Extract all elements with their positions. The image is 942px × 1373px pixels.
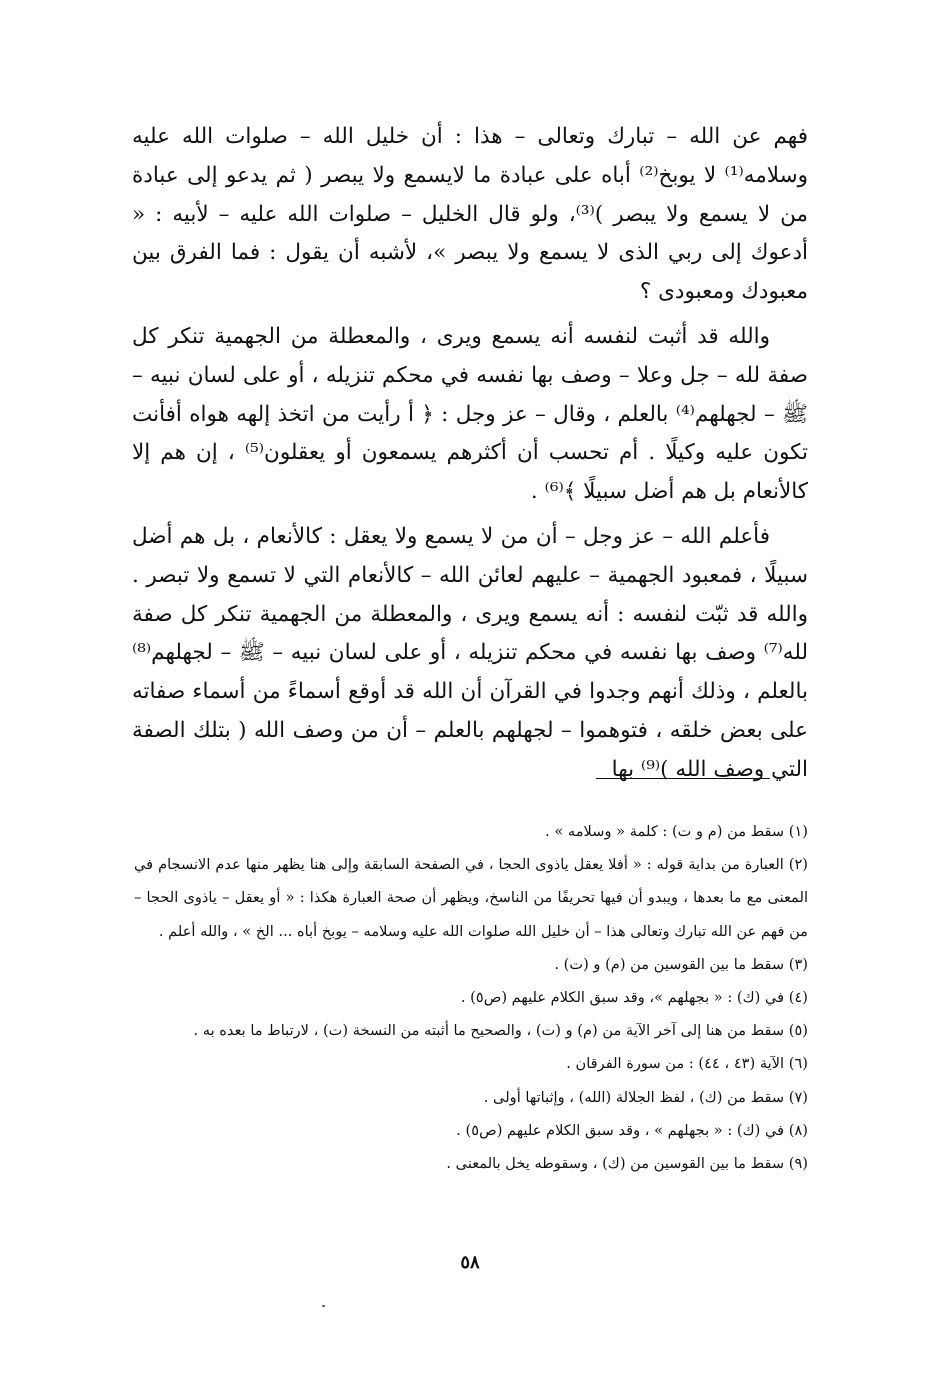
footnote-2: (٢) العبارة من بداية قوله : « أفلا يعقل ياذوى الحجا ، في الصفحة السابقة وإلى هنا يظهر منها عدم الانسجام في المعنى مع ما بعدها ، ويبدو أن فيها تحريفًا من الناسخ، ويظهر أن صحة العبارة هكذا : « أو يعقل – ياذوى الحجا – من فهم عن الله تبارك وتعالى هذا – أن خليل الله صلوات الله عليه وسلامه – يوبخ أباه ... الخ » ، والله أعلم . bbox=[134, 856, 808, 940]
footnote-3: (٣) سقط ما بين القوسين من (م) و (ت) . bbox=[554, 955, 808, 973]
footnote-4: (٤) في (ك) : « بجهلهم »، وقد سبق الكلام عليهم (ص٥) . bbox=[460, 989, 808, 1007]
scan-speck bbox=[322, 1305, 325, 1307]
footnote-6: (٦) الآية (٤٣ ، ٤٤) : من سورة الفرقان . bbox=[566, 1055, 808, 1073]
footnote-1: (١) سقط من (م و ت) : كلمة « وسلامه » . bbox=[545, 823, 808, 840]
main-text bbox=[132, 118, 808, 790]
paragraph-1: فهم عن الله – تبارك وتعالى – هذا : أن خليل الله – صلوات الله عليه وسلامه⁽¹⁾ لا يوبخ⁽²⁾ أباه على عبادة ما لايسمع ولا يبصر ( ثم يدعو إلى عبادة من لا يسمع ولا يبصر )⁽³⁾، ولو قال الخليل – صلوات الله عليه – لأبيه : « أدعوك إلى ربي الذى لا يسمع ولا يبصر »، لأشبه أن يقول : فما الفرق بين معبودك ومعبودى ؟ bbox=[132, 124, 808, 305]
footnote-5: (٥) سقط من هنا إلى آخر الآية من (م) و (ت) ، والصحيح ما أثبته من النسخة (ت) ، لارتباط ما بعده به . bbox=[193, 1022, 808, 1040]
page-number: ٥٨ bbox=[460, 1252, 480, 1273]
footnotes bbox=[134, 815, 808, 1180]
footnote-8: (٨) في (ك) : « بجهلهم » ، وقد سبق الكلام عليهم (ص٥) . bbox=[456, 1121, 808, 1139]
footnote-7: (٧) سقط من (ك) ، لفظ الجلالة (الله) ، وإثباتها أولى . bbox=[483, 1088, 808, 1106]
footnote-divider bbox=[596, 778, 770, 779]
paragraph-2: والله قد أثبت لنفسه أنه يسمع ويرى ، والمعطلة من الجهمية تنكر كل صفة لله – جل وعلا – وصف بها نفسه في محكم تنزيله ، أو على لسان نبيه – ﷺ – لجهلهم⁽⁴⁾ بالعلم ، وقال – عز وجل : ﴿ أ رأيت من اتخذ إلهه هواه أفأنت تكون عليه وكيلًا . أم تحسب أن أكثرهم يسمعون أو يعقلون⁽⁵⁾ ، إن هم إلا كالأنعام بل هم أضل سبيلًا ﴾⁽⁶⁾ . bbox=[132, 323, 809, 505]
footnote-9: (٩) سقط ما بين القوسين من (ك) ، وسقوطه يخل بالمعنى . bbox=[446, 1155, 808, 1173]
paragraph-3: فأعلم الله – عز وجل – أن من لا يسمع ولا يعقل : كالأنعام ، بل هم أضل سبيلًا ، فمعبود الجهمية – عليهم لعائن الله – كالأنعام التي لا تسمع ولا تبصر . والله قد ثبّت لنفسه : أنه يسمع ويرى ، والمعطلة من الجهمية تنكر كل صفة لله⁽⁷⁾ وصف بها نفسه في محكم تنزيله ، أو على لسان نبيه – ﷺ – لجهلهم⁽⁸⁾ بالعلم ، وذلك أنهم وجدوا في القرآن أن الله قد أوقع أسماءً من أسماء صفاته على بعض خلقه ، فتوهموا – لجهلهم بالعلم – أن من وصف الله ( بتلك الصفة التي وصف الله )⁽⁹⁾ بها bbox=[132, 523, 808, 782]
